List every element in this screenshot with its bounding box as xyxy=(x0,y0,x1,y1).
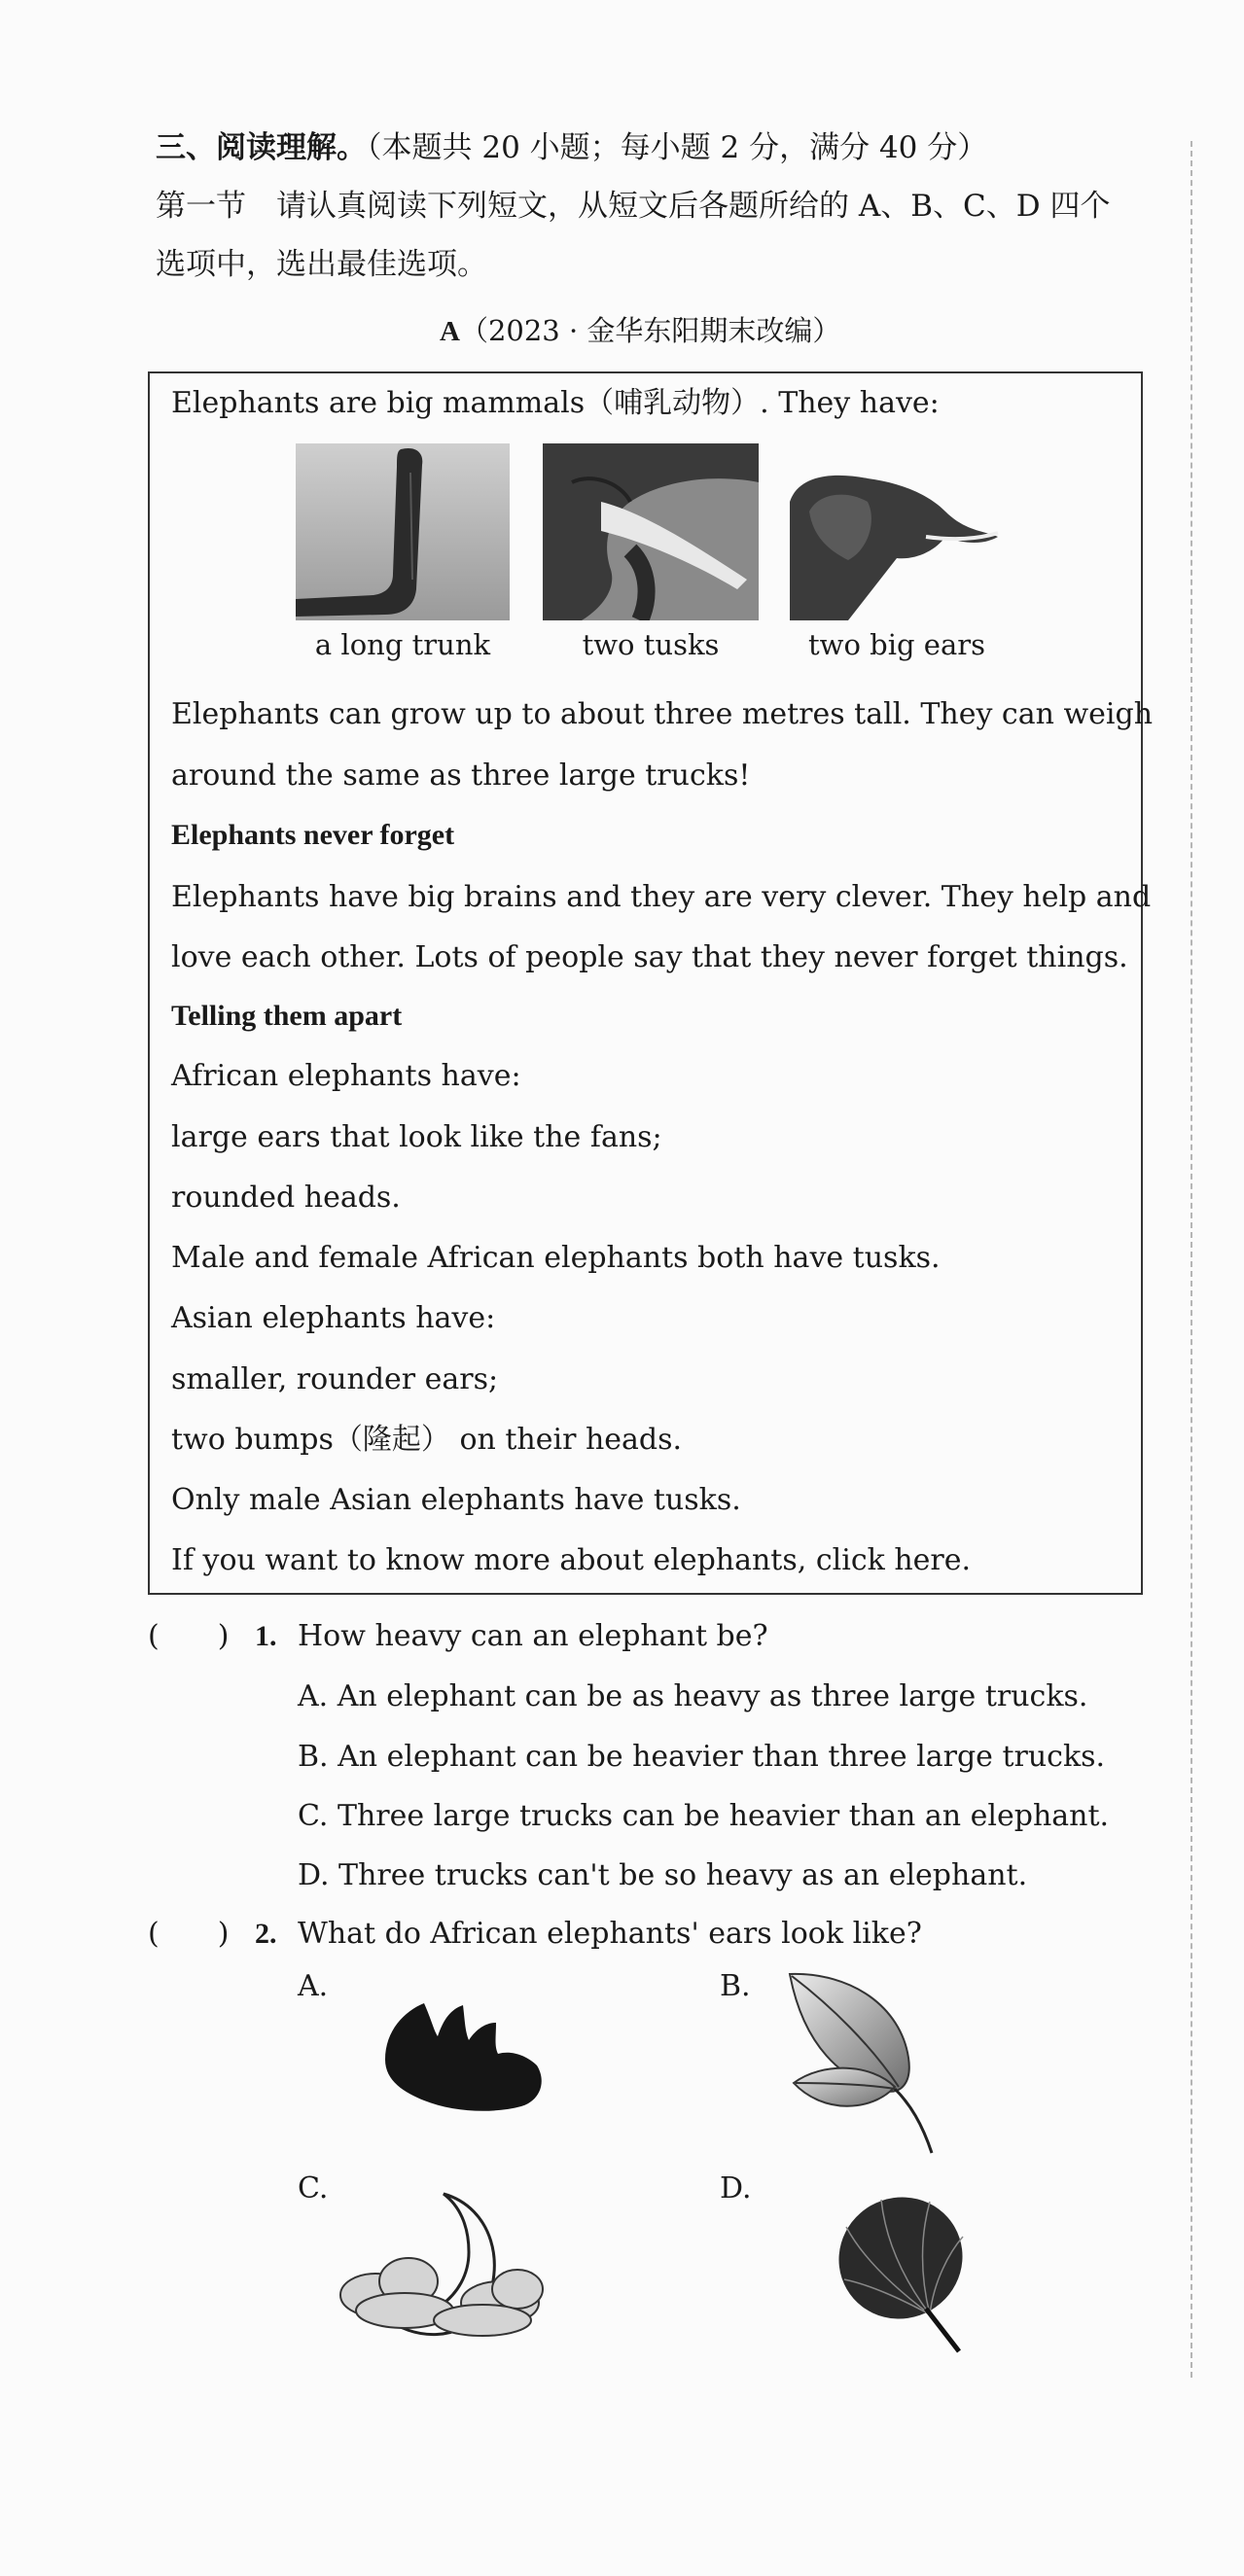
q2-option-a-label[interactable]: A. xyxy=(298,1969,329,2003)
line-asian-tusks: Only male Asian elephants have tusks. xyxy=(171,1483,741,1517)
q1-text: How heavy can an elephant be? xyxy=(298,1619,768,1653)
line-african-have: African elephants have: xyxy=(171,1059,521,1093)
trunk-photo xyxy=(296,443,510,620)
line-asian-have: Asian elephants have: xyxy=(171,1301,496,1335)
p1-line1: Elephants can grow up to about three metres tall. They can weigh xyxy=(171,697,1154,731)
passage-letter: A xyxy=(440,316,460,347)
leaf-icon[interactable] xyxy=(784,1968,949,2167)
q1-number: 1. xyxy=(255,1620,277,1652)
passage-source: （2023 · 金华东阳期末改编） xyxy=(459,314,841,347)
line-click-here: If you want to know more about elephants, click here. xyxy=(171,1543,972,1577)
passage-label xyxy=(440,311,840,351)
p2-line2: love each other. Lots of people say that they never forget things. xyxy=(171,940,1128,974)
part-instruction-line1: 第一节 请认真阅读下列短文，从短文后各题所给的 A、B、C、D 四个 xyxy=(156,189,1111,224)
fan-icon[interactable] xyxy=(833,2188,978,2357)
q2-answer-bracket[interactable]: ( ) xyxy=(148,1917,230,1951)
moon-cloud-icon[interactable] xyxy=(337,2188,560,2347)
intro-line: Elephants are big mammals（哺乳动物）. They have: xyxy=(171,386,940,420)
q2-option-d-label[interactable]: D. xyxy=(720,2171,752,2205)
p2-line1: Elephants have big brains and they are very clever. They help and xyxy=(171,880,1152,914)
line-two-bumps: two bumps（隆起） on their heads. xyxy=(171,1423,683,1457)
section-heading xyxy=(156,128,987,167)
q1-answer-bracket[interactable]: ( ) xyxy=(148,1619,230,1653)
q2-option-b-label[interactable]: B. xyxy=(720,1969,751,2003)
wing-icon[interactable] xyxy=(375,1992,551,2122)
part-instruction-line2: 选项中，选出最佳选项。 xyxy=(156,247,487,282)
q2-option-c-label[interactable]: C. xyxy=(298,2171,329,2205)
line-african-tusks: Male and female African elephants both have tusks. xyxy=(171,1241,941,1275)
q1-option-c[interactable]: C. Three large trucks can be heavier than an elephant. xyxy=(298,1799,1110,1833)
ears-photo xyxy=(790,443,1004,620)
q2-text: What do African elephants' ears look like? xyxy=(298,1917,922,1951)
p1-line2: around the same as three large trucks! xyxy=(171,759,751,793)
tusks-photo xyxy=(543,443,759,620)
line-smaller-ears: smaller, rounder ears; xyxy=(171,1362,499,1396)
binding-line xyxy=(1191,141,1192,2378)
caption-tusks: two tusks xyxy=(582,628,720,661)
caption-ears: two big ears xyxy=(808,628,985,661)
passage-box xyxy=(148,371,1154,1595)
heading-never-forget: Elephants never forget xyxy=(171,819,455,851)
line-large-ears: large ears that look like the fans; xyxy=(171,1120,662,1154)
q2-number: 2. xyxy=(255,1918,277,1950)
section-title: 三、阅读理解。 xyxy=(156,130,367,165)
line-rounded-heads: rounded heads. xyxy=(171,1181,401,1215)
q1-option-d[interactable]: D. Three trucks can't be so heavy as an elephant. xyxy=(298,1858,1028,1892)
q1-option-a[interactable]: A. An elephant can be as heavy as three large trucks. xyxy=(298,1679,1088,1713)
q1-option-b[interactable]: B. An elephant can be heavier than three large trucks. xyxy=(298,1740,1106,1774)
section-note: （本题共 20 小题；每小题 2 分，满分 40 分） xyxy=(367,130,988,165)
heading-telling-apart: Telling them apart xyxy=(171,1000,403,1032)
caption-trunk: a long trunk xyxy=(314,628,491,661)
